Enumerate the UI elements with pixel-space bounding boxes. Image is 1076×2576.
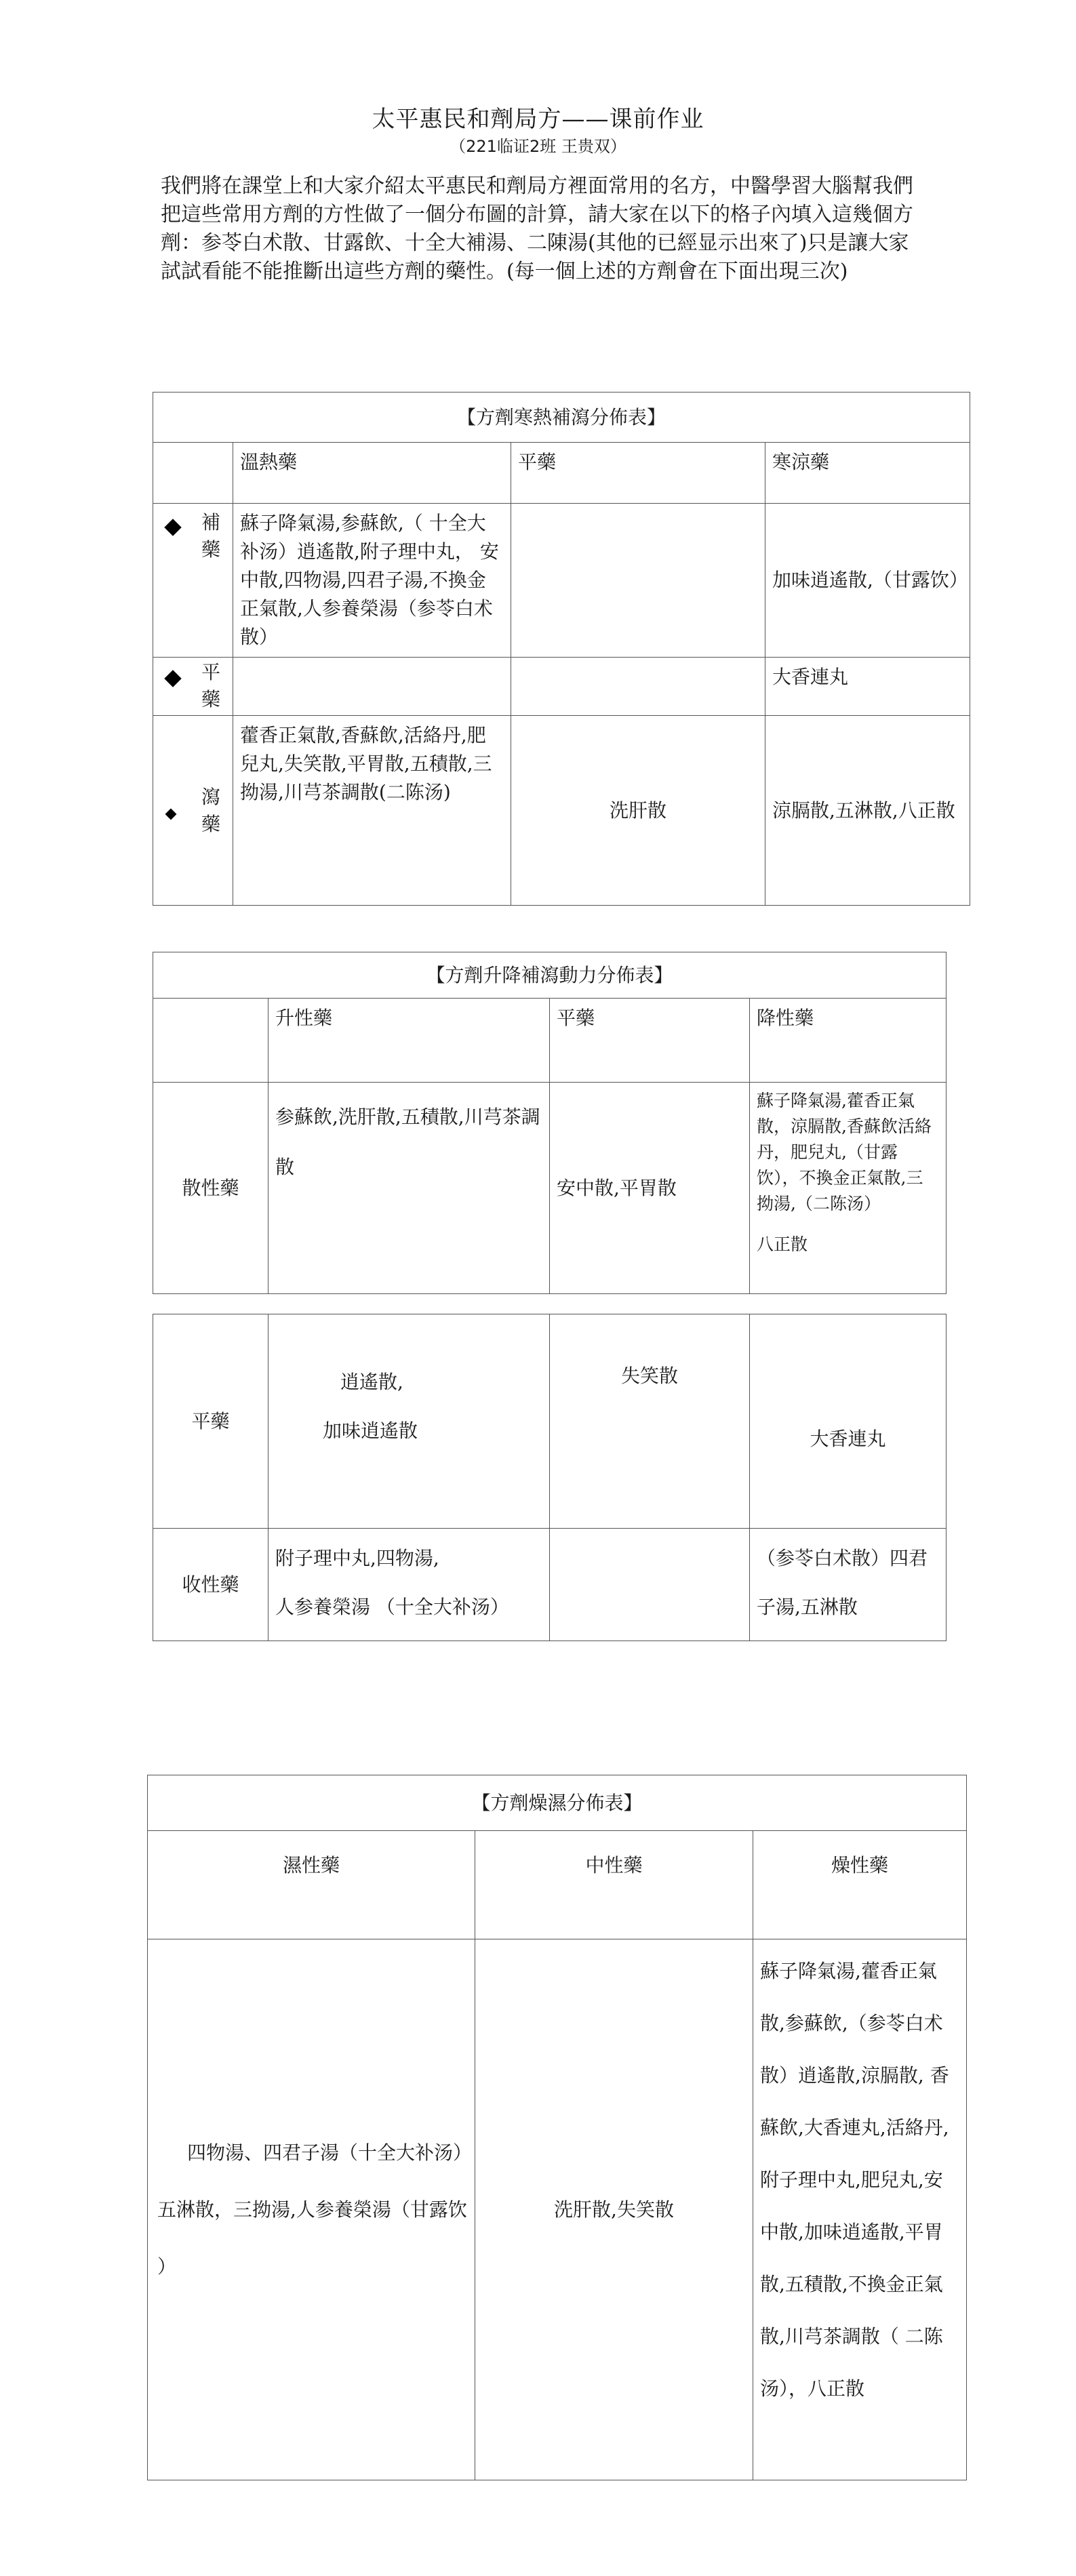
table3-cell: 大香連丸 [750, 1314, 947, 1529]
table3-cell-text: 附子理中丸,四物湯, [275, 1547, 439, 1569]
table2-cell: 安中散,平胃散 [550, 1083, 750, 1294]
table4-caption: 【方劑燥濕分佈表】 [148, 1775, 967, 1831]
table1-corner [153, 443, 233, 504]
table1-cell [511, 658, 765, 716]
table4-cell: 洗肝散,失笑散 [475, 1939, 753, 2480]
table1-cell [511, 504, 765, 658]
table1-cell [233, 658, 511, 716]
table2-cell-descend [750, 1083, 947, 1294]
table1-row-neutral-label [153, 658, 233, 716]
document-subtitle: （221临证2班 王贵双） [450, 137, 626, 156]
dry-damp-table [147, 1775, 967, 2480]
table1-cell: 藿香正氣散,香蘇飲,活絡丹,肥兒丸,失笑散,平胃散,五積散,三拗湯,川芎茶調散(二陈汤) [233, 716, 511, 906]
table1-cell: 加味逍遙散,（甘露饮） [765, 504, 970, 658]
table1-row-label: 補藥 [201, 511, 220, 561]
table1-row-label: 瀉藥 [201, 786, 220, 835]
table1-header-warm: 溫熱藥 [233, 443, 511, 504]
table4-cell: 蘇子降氣湯,藿香正氣散,参蘇飲,（参苓白术散）逍遙散,涼膈散, 香蘇飲,大香連丸,活絡丹,附子理中丸,肥兒丸,安中散,加味逍遙散,平胃散,五積散,不換金正氣散,川芎茶調散（ 二陈汤），八正散 [753, 1939, 967, 2480]
table2-row-label: 散性藥 [153, 1083, 268, 1294]
table2-header-descend: 降性藥 [750, 999, 947, 1083]
table3-cell-text: 人参養榮湯 （十全大补汤） [275, 1596, 509, 1618]
table2-header-ascend: 升性藥 [268, 999, 550, 1083]
table4-cell: 四物湯、四君子湯（十全大补汤）五淋散，三拗湯,人参養榮湯（甘露饮 ） [148, 1939, 475, 2480]
table1-caption: 【方劑寒熱補瀉分佈表】 [153, 393, 970, 443]
cold-hot-table [153, 392, 970, 906]
table3-cell [550, 1529, 750, 1641]
table1-row-purge-label [153, 716, 233, 906]
table1-cell: 大香連丸 [765, 658, 970, 716]
table4-header-neutral: 中性藥 [475, 1831, 753, 1939]
table4-header-dry: 燥性藥 [753, 1831, 967, 1939]
table2-cell: 参蘇飲,洗肝散,五積散,川芎茶調散 [268, 1083, 550, 1294]
document-title: 太平惠民和劑局方——课前作业 [372, 106, 704, 133]
table3-row-label: 收性藥 [153, 1529, 268, 1641]
diamond-bullet-icon [164, 519, 181, 536]
table3-row-label: 平藥 [153, 1314, 268, 1529]
ascend-descend-table-continued [153, 1314, 947, 1641]
table3-cell: （参苓白术散）四君子湯,五淋散 [750, 1529, 947, 1641]
table3-cell-text: 逍遙散, [340, 1371, 403, 1393]
table2-corner [153, 999, 268, 1083]
table1-row-label: 平藥 [201, 661, 220, 710]
table1-header-neutral: 平藥 [511, 443, 765, 504]
diamond-bullet-icon [165, 808, 177, 820]
intro-paragraph [161, 172, 913, 286]
table1-header-cold: 寒涼藥 [765, 443, 970, 504]
diamond-bullet-icon [164, 670, 181, 687]
table3-cell-neutral-ascend [268, 1314, 550, 1529]
table3-cell-astringe-ascend [268, 1529, 550, 1641]
table2-cell-text: 八正散 [757, 1234, 808, 1254]
table2-header-neutral: 平藥 [550, 999, 750, 1083]
table2-cell-text: 蘇子降氣湯,藿香正氣散，涼膈散,香蘇飲活絡丹，肥兒丸,（甘露饮），不換金正氣散,三拗湯,（二陈汤） [757, 1091, 932, 1213]
ascend-descend-table [153, 952, 947, 1294]
table4-header-damp: 濕性藥 [148, 1831, 475, 1939]
table1-cell: 洗肝散 [511, 716, 765, 906]
table1-cell: 蘇子降氣湯,参蘇飲,（ 十全大补汤）逍遙散,附子理中丸， 安中散,四物湯,四君子湯,不換金正氣散,人参養榮湯（参苓白术散） [233, 504, 511, 658]
table3-cell-text: 加味逍遙散 [323, 1420, 418, 1442]
table2-caption: 【方劑升降補瀉動力分佈表】 [153, 952, 947, 999]
table1-cell: 涼膈散,五淋散,八正散 [765, 716, 970, 906]
table1-row-tonify-label [153, 504, 233, 658]
intro-text: 我們將在課堂上和大家介紹太平惠民和劑局方裡面常用的名方，中醫學習大腦幫我們把這些常用方劑的方性做了一個分布圖的計算，請大家在以下的格子內填入這幾個方劑：参苓白术散、甘露飲、十全大補湯、二陳湯(其他的已經显示出來了)只是讓大家試試看能不能推斷出這些方劑的藥性。(每一個上述的方劑會在下面出現三次) [161, 174, 913, 283]
table3-cell: 失笑散 [550, 1314, 750, 1529]
